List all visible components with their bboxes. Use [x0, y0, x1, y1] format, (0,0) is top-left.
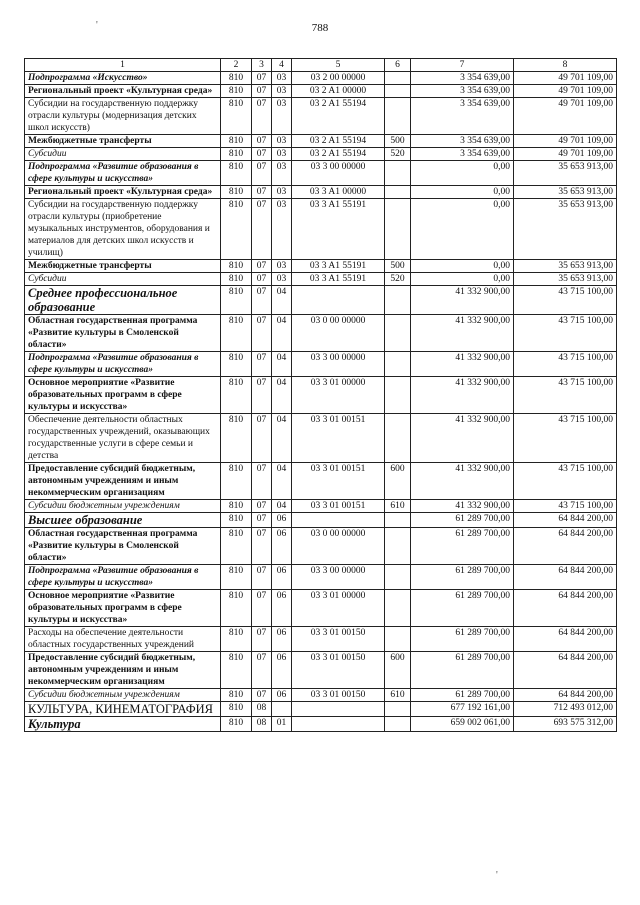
table-row: [25, 135, 617, 148]
amount-year1-cell: 0,00: [411, 273, 514, 286]
expense-type-cell: 520: [385, 273, 411, 286]
target-article-cell: 03 3 00 00000: [292, 565, 385, 590]
target-article-cell: 03 3 01 00151: [292, 463, 385, 500]
row-name-cell: Культура: [25, 717, 221, 732]
amount-year2-cell: 43 715 100,00: [514, 414, 617, 463]
target-article-cell: [292, 286, 385, 315]
expense-type-cell: [385, 315, 411, 352]
row-name-cell: Субсидии на государственную поддержку отрасли культуры (приобретение музыкальных инструментов, оборудования и материалов для детских школ искусств и училищ): [25, 199, 221, 260]
row-name-cell: Расходы на обеспечение деятельности областных государственных учреждений: [25, 627, 221, 652]
table-row: [25, 414, 617, 463]
subsection-code-cell: 04: [272, 500, 292, 513]
expense-type-cell: [385, 702, 411, 717]
table-row: [25, 148, 617, 161]
section-code-cell: 07: [252, 627, 272, 652]
target-article-cell: 03 3 00 00000: [292, 161, 385, 186]
amount-year1-cell: 677 192 161,00: [411, 702, 514, 717]
amount-year2-cell: 64 844 200,00: [514, 590, 617, 627]
table-row: [25, 590, 617, 627]
amount-year2-cell: 49 701 109,00: [514, 98, 617, 135]
amount-year2-cell: 64 844 200,00: [514, 565, 617, 590]
section-code-cell: 07: [252, 689, 272, 702]
row-name-cell: Подпрограмма «Развитие образования в сфере культуры и искусства»: [25, 352, 221, 377]
subsection-code-cell: 06: [272, 652, 292, 689]
section-code-cell: 07: [252, 98, 272, 135]
amount-year1-cell: 3 354 639,00: [411, 148, 514, 161]
ministry-code-cell: 810: [221, 565, 252, 590]
target-article-cell: 03 2 A1 55194: [292, 98, 385, 135]
subsection-code-cell: 03: [272, 199, 292, 260]
expense-type-cell: 500: [385, 260, 411, 273]
ministry-code-cell: 810: [221, 500, 252, 513]
ministry-code-cell: 810: [221, 186, 252, 199]
row-name-cell: Областная государственная программа «Развитие культуры в Смоленской области»: [25, 315, 221, 352]
row-name-cell: Подпрограмма «Искусство»: [25, 72, 221, 85]
amount-year1-cell: 3 354 639,00: [411, 72, 514, 85]
ministry-code-cell: 810: [221, 590, 252, 627]
ministry-code-cell: 810: [221, 161, 252, 186]
subsection-code-cell: 03: [272, 148, 292, 161]
table-row: [25, 702, 617, 717]
table-row: [25, 627, 617, 652]
ministry-code-cell: 810: [221, 717, 252, 732]
subsection-code-cell: 04: [272, 463, 292, 500]
expense-type-cell: [385, 528, 411, 565]
amount-year2-cell: 35 653 913,00: [514, 186, 617, 199]
amount-year1-cell: 61 289 700,00: [411, 627, 514, 652]
subsection-code-cell: 03: [272, 161, 292, 186]
expense-type-cell: [385, 72, 411, 85]
table-row: [25, 565, 617, 590]
table-row: [25, 273, 617, 286]
page-number: 788: [311, 22, 329, 34]
section-code-cell: 07: [252, 590, 272, 627]
table-row: [25, 500, 617, 513]
amount-year1-cell: 0,00: [411, 260, 514, 273]
target-article-cell: [292, 702, 385, 717]
column-header: 2: [221, 59, 252, 72]
amount-year1-cell: 0,00: [411, 161, 514, 186]
ministry-code-cell: 810: [221, 148, 252, 161]
section-code-cell: 07: [252, 652, 272, 689]
table-row: [25, 377, 617, 414]
scan-mark: ': [496, 870, 498, 881]
section-code-cell: 07: [252, 513, 272, 528]
target-article-cell: 03 3 01 00000: [292, 590, 385, 627]
section-code-cell: 07: [252, 85, 272, 98]
table-row: [25, 513, 617, 528]
ministry-code-cell: 810: [221, 273, 252, 286]
row-name-cell: Субсидии бюджетным учреждениям: [25, 689, 221, 702]
target-article-cell: 03 3 01 00150: [292, 689, 385, 702]
section-code-cell: 07: [252, 148, 272, 161]
amount-year2-cell: 49 701 109,00: [514, 135, 617, 148]
amount-year1-cell: 3 354 639,00: [411, 98, 514, 135]
row-name-cell: Межбюджетные трансферты: [25, 135, 221, 148]
expense-type-cell: [385, 161, 411, 186]
subsection-code-cell: 06: [272, 590, 292, 627]
column-header: 5: [292, 59, 385, 72]
row-name-cell: Высшее образование: [25, 513, 221, 528]
target-article-cell: 03 3 01 00151: [292, 500, 385, 513]
amount-year1-cell: 41 332 900,00: [411, 377, 514, 414]
row-name-cell: Подпрограмма «Развитие образования в сфере культуры и искусства»: [25, 161, 221, 186]
table-row: [25, 352, 617, 377]
row-name-cell: Предоставление субсидий бюджетным, автономным учреждениям и иным некоммерческим организациям: [25, 463, 221, 500]
ministry-code-cell: 810: [221, 260, 252, 273]
section-code-cell: 07: [252, 286, 272, 315]
amount-year2-cell: 712 493 012,00: [514, 702, 617, 717]
ministry-code-cell: 810: [221, 199, 252, 260]
subsection-code-cell: 06: [272, 528, 292, 565]
section-code-cell: 07: [252, 414, 272, 463]
section-code-cell: 07: [252, 72, 272, 85]
section-code-cell: 07: [252, 186, 272, 199]
ministry-code-cell: 810: [221, 702, 252, 717]
column-header: 4: [272, 59, 292, 72]
row-name-cell: Предоставление субсидий бюджетным, автономным учреждениям и иным некоммерческим организациям: [25, 652, 221, 689]
amount-year2-cell: 693 575 312,00: [514, 717, 617, 732]
ministry-code-cell: 810: [221, 286, 252, 315]
row-name-cell: Областная государственная программа «Развитие культуры в Смоленской области»: [25, 528, 221, 565]
amount-year2-cell: 64 844 200,00: [514, 652, 617, 689]
row-name-cell: Субсидии: [25, 273, 221, 286]
row-name-cell: КУЛЬТУРА, КИНЕМАТОГРАФИЯ: [25, 702, 221, 717]
amount-year2-cell: 49 701 109,00: [514, 72, 617, 85]
amount-year2-cell: 43 715 100,00: [514, 500, 617, 513]
amount-year2-cell: 49 701 109,00: [514, 148, 617, 161]
amount-year2-cell: 43 715 100,00: [514, 286, 617, 315]
ministry-code-cell: 810: [221, 689, 252, 702]
amount-year2-cell: 35 653 913,00: [514, 260, 617, 273]
subsection-code-cell: 06: [272, 689, 292, 702]
scan-mark: ': [96, 20, 98, 31]
table-row: [25, 717, 617, 732]
amount-year1-cell: 3 354 639,00: [411, 85, 514, 98]
section-code-cell: 07: [252, 565, 272, 590]
amount-year1-cell: 61 289 700,00: [411, 565, 514, 590]
target-article-cell: 03 2 A1 55194: [292, 135, 385, 148]
section-code-cell: 07: [252, 463, 272, 500]
subsection-code-cell: 04: [272, 414, 292, 463]
subsection-code-cell: 04: [272, 286, 292, 315]
expense-type-cell: [385, 414, 411, 463]
expense-type-cell: [385, 286, 411, 315]
table-row: [25, 528, 617, 565]
subsection-code-cell: 03: [272, 135, 292, 148]
amount-year1-cell: 61 289 700,00: [411, 528, 514, 565]
section-code-cell: 07: [252, 260, 272, 273]
amount-year2-cell: 43 715 100,00: [514, 377, 617, 414]
target-article-cell: 03 2 A1 55194: [292, 148, 385, 161]
amount-year1-cell: 3 354 639,00: [411, 135, 514, 148]
amount-year1-cell: 41 332 900,00: [411, 286, 514, 315]
row-name-cell: Подпрограмма «Развитие образования в сфере культуры и искусства»: [25, 565, 221, 590]
subsection-code-cell: 06: [272, 627, 292, 652]
table-row: [25, 161, 617, 186]
amount-year1-cell: 41 332 900,00: [411, 500, 514, 513]
target-article-cell: 03 0 00 00000: [292, 528, 385, 565]
column-header: 6: [385, 59, 411, 72]
amount-year1-cell: 61 289 700,00: [411, 689, 514, 702]
amount-year1-cell: 41 332 900,00: [411, 315, 514, 352]
subsection-code-cell: [272, 702, 292, 717]
expense-type-cell: 500: [385, 135, 411, 148]
amount-year1-cell: 61 289 700,00: [411, 513, 514, 528]
row-name-cell: Субсидии бюджетным учреждениям: [25, 500, 221, 513]
expense-type-cell: [385, 199, 411, 260]
section-code-cell: 07: [252, 500, 272, 513]
ministry-code-cell: 810: [221, 98, 252, 135]
target-article-cell: [292, 513, 385, 528]
amount-year2-cell: 43 715 100,00: [514, 463, 617, 500]
target-article-cell: [292, 717, 385, 732]
section-code-cell: 07: [252, 528, 272, 565]
target-article-cell: 03 3 01 00150: [292, 627, 385, 652]
ministry-code-cell: 810: [221, 377, 252, 414]
amount-year2-cell: 43 715 100,00: [514, 352, 617, 377]
row-name-cell: Основное мероприятие «Развитие образовательных программ в сфере культуры и искусства»: [25, 590, 221, 627]
amount-year2-cell: 49 701 109,00: [514, 85, 617, 98]
table-row: [25, 689, 617, 702]
row-name-cell: Межбюджетные трансферты: [25, 260, 221, 273]
subsection-code-cell: 03: [272, 260, 292, 273]
amount-year1-cell: 61 289 700,00: [411, 590, 514, 627]
ministry-code-cell: 810: [221, 528, 252, 565]
ministry-code-cell: 810: [221, 135, 252, 148]
amount-year1-cell: 41 332 900,00: [411, 463, 514, 500]
expense-type-cell: [385, 590, 411, 627]
section-code-cell: 08: [252, 702, 272, 717]
expense-type-cell: [385, 627, 411, 652]
amount-year2-cell: 35 653 913,00: [514, 161, 617, 186]
target-article-cell: 03 2 A1 00000: [292, 85, 385, 98]
expense-type-cell: [385, 98, 411, 135]
expense-type-cell: 600: [385, 652, 411, 689]
amount-year2-cell: 64 844 200,00: [514, 513, 617, 528]
subsection-code-cell: 04: [272, 352, 292, 377]
expense-type-cell: [385, 186, 411, 199]
section-code-cell: 07: [252, 352, 272, 377]
ministry-code-cell: 810: [221, 513, 252, 528]
table-row: [25, 199, 617, 260]
ministry-code-cell: 810: [221, 72, 252, 85]
section-code-cell: 07: [252, 161, 272, 186]
amount-year1-cell: 0,00: [411, 186, 514, 199]
column-header: 1: [25, 59, 221, 72]
expense-type-cell: 600: [385, 463, 411, 500]
target-article-cell: 03 3 01 00000: [292, 377, 385, 414]
table-row: [25, 315, 617, 352]
subsection-code-cell: 06: [272, 565, 292, 590]
target-article-cell: 03 3 A1 55191: [292, 199, 385, 260]
expense-type-cell: [385, 85, 411, 98]
amount-year2-cell: 43 715 100,00: [514, 315, 617, 352]
section-code-cell: 07: [252, 135, 272, 148]
expense-type-cell: 610: [385, 500, 411, 513]
amount-year2-cell: 64 844 200,00: [514, 627, 617, 652]
row-name-cell: Обеспечение деятельности областных государственных учреждений, оказывающих государственные услуги в сфере семьи и детства: [25, 414, 221, 463]
subsection-code-cell: 04: [272, 377, 292, 414]
expense-type-cell: [385, 513, 411, 528]
section-code-cell: 07: [252, 273, 272, 286]
section-code-cell: 07: [252, 315, 272, 352]
row-name-cell: Региональный проект «Культурная среда»: [25, 186, 221, 199]
table-row: [25, 72, 617, 85]
amount-year2-cell: 64 844 200,00: [514, 528, 617, 565]
row-name-cell: Основное мероприятие «Развитие образовательных программ в сфере культуры и искусства»: [25, 377, 221, 414]
amount-year2-cell: 35 653 913,00: [514, 199, 617, 260]
expense-type-cell: 520: [385, 148, 411, 161]
ministry-code-cell: 810: [221, 414, 252, 463]
target-article-cell: 03 3 00 00000: [292, 352, 385, 377]
target-article-cell: 03 3 A1 55191: [292, 273, 385, 286]
table-row: [25, 186, 617, 199]
section-code-cell: 08: [252, 717, 272, 732]
table-row: [25, 98, 617, 135]
table-row: [25, 286, 617, 315]
row-name-cell: Среднее профессиональное образование: [25, 286, 221, 315]
amount-year1-cell: 41 332 900,00: [411, 352, 514, 377]
target-article-cell: 03 3 01 00151: [292, 414, 385, 463]
expense-type-cell: [385, 717, 411, 732]
ministry-code-cell: 810: [221, 652, 252, 689]
table-row: [25, 463, 617, 500]
column-header: 8: [514, 59, 617, 72]
subsection-code-cell: 06: [272, 513, 292, 528]
subsection-code-cell: 03: [272, 98, 292, 135]
section-code-cell: 07: [252, 199, 272, 260]
target-article-cell: 03 0 00 00000: [292, 315, 385, 352]
amount-year1-cell: 0,00: [411, 199, 514, 260]
subsection-code-cell: 03: [272, 273, 292, 286]
expense-type-cell: [385, 352, 411, 377]
expense-type-cell: 610: [385, 689, 411, 702]
amount-year1-cell: 41 332 900,00: [411, 414, 514, 463]
target-article-cell: 03 3 A1 00000: [292, 186, 385, 199]
subsection-code-cell: 03: [272, 72, 292, 85]
budget-table: [24, 58, 617, 732]
target-article-cell: 03 3 01 00150: [292, 652, 385, 689]
amount-year2-cell: 35 653 913,00: [514, 273, 617, 286]
table-row: [25, 260, 617, 273]
target-article-cell: 03 3 A1 55191: [292, 260, 385, 273]
row-name-cell: Региональный проект «Культурная среда»: [25, 85, 221, 98]
ministry-code-cell: 810: [221, 352, 252, 377]
row-name-cell: Субсидии: [25, 148, 221, 161]
column-header: 3: [252, 59, 272, 72]
amount-year1-cell: 659 002 061,00: [411, 717, 514, 732]
expense-type-cell: [385, 377, 411, 414]
table-header-row: [25, 59, 617, 72]
amount-year1-cell: 61 289 700,00: [411, 652, 514, 689]
expense-type-cell: [385, 565, 411, 590]
subsection-code-cell: 03: [272, 186, 292, 199]
subsection-code-cell: 01: [272, 717, 292, 732]
amount-year2-cell: 64 844 200,00: [514, 689, 617, 702]
ministry-code-cell: 810: [221, 85, 252, 98]
table-row: [25, 85, 617, 98]
ministry-code-cell: 810: [221, 627, 252, 652]
row-name-cell: Субсидии на государственную поддержку отрасли культуры (модернизация детских школ искусств): [25, 98, 221, 135]
target-article-cell: 03 2 00 00000: [292, 72, 385, 85]
section-code-cell: 07: [252, 377, 272, 414]
subsection-code-cell: 04: [272, 315, 292, 352]
table-row: [25, 652, 617, 689]
ministry-code-cell: 810: [221, 463, 252, 500]
subsection-code-cell: 03: [272, 85, 292, 98]
column-header: 7: [411, 59, 514, 72]
ministry-code-cell: 810: [221, 315, 252, 352]
